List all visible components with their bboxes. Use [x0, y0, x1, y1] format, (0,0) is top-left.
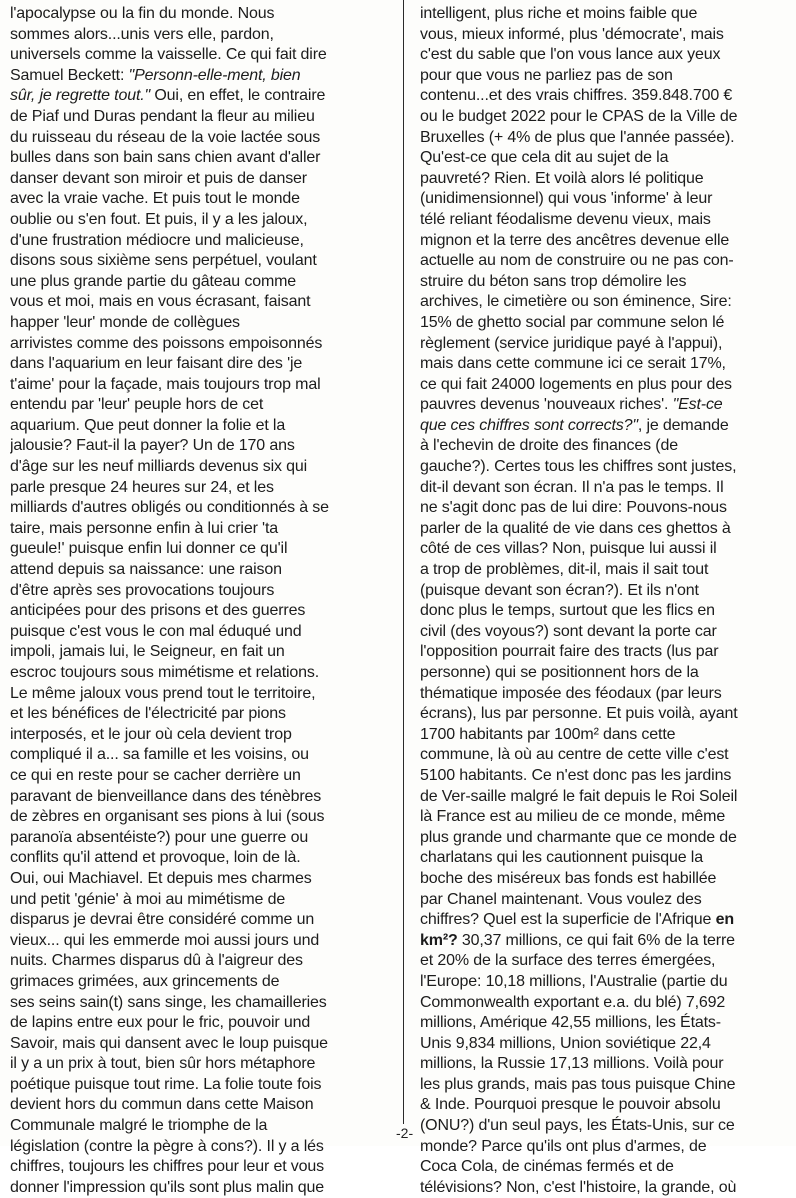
page-number: -2- — [396, 1125, 414, 1141]
text-line: plus grande und charmante que ce monde de — [420, 828, 737, 846]
text-line: contenu...et des vrais chiffres. 359.848.700 € — [420, 87, 733, 105]
text-line: et les bénéfices de l'électricité par pions — [10, 705, 286, 723]
text-line: donc plus le temps, surtout que les flics en — [420, 602, 715, 620]
text-line: a trop de problèmes, dit-il, mais il sait tout — [420, 561, 709, 579]
text-line: l'apocalypse ou la fin du monde. Nous — [10, 5, 275, 22]
text-line: monde? Parce qu'ils ont plus d'armes, de — [420, 1137, 707, 1155]
text-line: ou le budget 2022 pour le CPAS de la Ville de — [420, 107, 738, 125]
text-line: intelligent, plus riche et moins faible que — [420, 5, 698, 22]
text-line: und petit 'génie' à moi au mimétisme de — [10, 890, 286, 908]
text-run: Samuel Beckett: — [10, 66, 129, 84]
text-line: (ONU?) d'un seul pays, les États-Unis, sur ce — [420, 1117, 735, 1135]
text-line: millions, la Russie 17,13 millions. Voilà pour — [420, 1055, 724, 1073]
text-line: l'Europe: 10,18 millions, l'Australie (partie du — [420, 972, 728, 990]
text-line: Bruxelles (+ 4% de plus que l'année passée). — [420, 128, 735, 146]
text-line: paravant de bienveillance dans des ténèbres — [10, 787, 322, 805]
text-line: télé reliant féodalisme devenu vieux, mais — [420, 210, 711, 228]
text-line: poétique puisque tout rime. La folie toute fois — [10, 1075, 322, 1093]
text-line: les plus grands, mais pas tous puisque Chine — [420, 1075, 736, 1093]
text-line — [420, 395, 782, 416]
text-line: Communale malgré le triomphe de la — [10, 1117, 268, 1135]
text-line: d'âge sur les neuf milliards devenus six qui — [10, 458, 308, 476]
text-line: millions, Amérique 42,55 millions, les États- — [420, 1014, 721, 1032]
text-line: bulles dans son bain sans chien avant d'aller — [10, 149, 321, 167]
text-run: chiffres? Quel est la superficie de l'Afrique — [420, 911, 716, 929]
text-line: c'est du sable que l'on vous lance aux yeux — [420, 46, 721, 64]
italic-text: "Est-ce — [672, 396, 723, 414]
text-line — [420, 931, 782, 952]
text-line: du ruisseau du réseau de la voie lactée sous — [10, 128, 321, 146]
text-line: vieux... qui les emmerde moi aussi jours und — [10, 931, 320, 949]
text-line: interposés, et le jour où cela devient trop — [10, 725, 292, 743]
text-line: Oui, oui Machiavel. Et depuis mes charmes — [10, 869, 312, 887]
text-line: d'être après ses provocations toujours — [10, 581, 275, 599]
text-run: pauvres devenus 'nouveaux riches'. — [420, 396, 673, 414]
text-line: Savoir, mais qui dansent avec le loup puisque — [10, 1034, 328, 1052]
text-line: entendu par 'leur' peuple hors de cet — [10, 396, 264, 414]
text-line — [420, 910, 782, 931]
text-line: vous et moi, mais en vous écrasant, faisant — [10, 293, 311, 311]
text-line: grimaces grimées, aux grincements de — [10, 972, 280, 990]
italic-text: sûr, je regrette tout." — [10, 87, 151, 105]
text-line: jalousie? Faut-il la payer? Un de 170 ans — [10, 437, 295, 455]
text-line: vous, mieux informé, plus 'démocrate', mais — [420, 25, 724, 43]
text-line: de lapins entre eux pour le fric, pouvoir und — [10, 1014, 311, 1032]
text-line: 15% de ghetto social par commune selon lé — [420, 313, 725, 331]
text-line: dit-il devant son écran. Il n'a pas le temps. Il — [420, 478, 724, 496]
text-line: attend depuis sa naissance: une raison — [10, 561, 282, 579]
text-line: une plus grande partie du gâteau comme — [10, 272, 297, 290]
text-line: compliqué il a... sa famille et les voisins, ou — [10, 746, 309, 764]
text-line: (puisque devant son écran?). Et ils n'ont — [420, 581, 699, 599]
text-line: t'aime' pour la façade, mais toujours trop mal — [10, 375, 321, 393]
text-line: de Ver-saille malgré le fait depuis le Roi Soleil — [420, 787, 738, 805]
bold-text: en — [715, 911, 734, 929]
text-line: de zèbres en organisant ses pions à lui (sous — [10, 808, 325, 826]
text-line: universels comme la vaisselle. Ce qui fait dire — [10, 46, 327, 64]
text-line: mignon et la terre des ancêtres devenue elle — [420, 231, 730, 249]
text-line: parler de la qualité de vie dans ces ghettos à — [420, 519, 731, 537]
text-line: danser devant son miroir et puis de danser — [10, 169, 307, 187]
text-line: pauvreté? Rien. Et voilà alors lé politique — [420, 169, 704, 187]
text-line: charlatans qui les cautionnent puisque la — [420, 849, 703, 867]
text-line: dans l'aquarium en leur faisant dire des 'je — [10, 355, 303, 373]
text-line: puisque c'est vous le con mal éduqué und — [10, 622, 302, 640]
text-line: l'opposition pourrait faire des tracts (lus par — [420, 643, 719, 661]
text-line: struire du béton sans trop démolire les — [420, 272, 687, 290]
text-line: boche des miséreux bas fonds est habillée — [420, 869, 717, 887]
text-line: côté de ces villas? Non, puisque lui aussi il — [420, 540, 717, 558]
text-line: paranoïa absentéiste?) pour une guerre ou — [10, 828, 309, 846]
text-line: disons sous sixième sens perpétuel, voulant — [10, 252, 317, 270]
italic-text: "Personn-elle-ment, bien — [128, 66, 301, 84]
text-line: pour que vous ne parliez pas de son — [420, 66, 673, 84]
text-line: mais dans cette commune ici ce serait 17%, — [420, 355, 726, 373]
text-line — [10, 86, 380, 107]
text-line: gueule!' puisque enfin lui donner ce qu'il — [10, 540, 288, 558]
text-line: sommes alors...unis vers elle, pardon, — [10, 25, 274, 43]
text-line: par Chanel maintenant. Vous voulez des — [420, 890, 702, 908]
left-text-column — [10, 4, 380, 1198]
text-line: Le même jaloux vous prend tout le territoire, — [10, 684, 316, 702]
text-line: civil (des voyous?) sont devant la porte car — [420, 622, 717, 640]
text-line — [420, 416, 782, 437]
text-line: happer 'leur' monde de collègues — [10, 313, 240, 331]
text-line: gauche?). Certes tous les chiffres sont justes, — [420, 458, 737, 476]
text-line: ses seins sain(t) sans singe, les chamailleries — [10, 993, 327, 1011]
text-line: ne s'agit donc pas de lui dire: Pouvons-nous — [420, 499, 727, 517]
text-run: , je demande — [637, 416, 729, 434]
text-line: aquarium. Que peut donner la folie et la — [10, 416, 286, 434]
text-run: 30,37 millions, ce qui fait 6% de la terre — [457, 931, 735, 949]
italic-text: que ces chiffres sont corrects?" — [420, 416, 638, 434]
text-line: 1700 habitants par 100m² dans cette — [420, 725, 676, 743]
text-line: disparus je devrai être considéré comme un — [10, 911, 315, 929]
text-line: Coca Cola, de cinémas fermés et de — [420, 1158, 674, 1176]
text-line: législation (contre la pègre à cons?). Il y a lés — [10, 1137, 324, 1155]
text-line: milliards d'autres obligés ou conditionnés à se — [10, 499, 329, 517]
text-line: commune, là où au centre de cette ville c'est — [420, 746, 729, 764]
text-run: Oui, en effet, le contraire — [150, 87, 326, 105]
text-line: à l'echevin de droite des finances (de — [420, 437, 678, 455]
text-line: là France est au milieu de ce monde, même — [420, 808, 726, 826]
text-line: devient hors du commun dans cette Maison — [10, 1096, 314, 1114]
text-line: (unidimensionnel) qui vous 'informe' à leur — [420, 190, 713, 208]
text-line: nuits. Charmes disparus dû à l'aigreur des — [10, 952, 303, 970]
text-line — [10, 66, 380, 87]
column-divider — [403, 0, 404, 1124]
text-line: taire, mais personne enfin à lui crier 'ta — [10, 519, 278, 537]
text-line: impoli, jamais lui, le Seigneur, en fait un — [10, 643, 285, 661]
text-line: d'une frustration médiocre und malicieuse, — [10, 231, 304, 249]
text-line: oublie ou s'en fout. Et puis, il y a les jaloux, — [10, 210, 308, 228]
text-line: parle presque 24 heures sur 24, et les — [10, 478, 274, 496]
text-line: arrivistes comme des poissons empoisonnés — [10, 334, 323, 352]
text-line: de Piaf und Duras pendant la fleur au milieu — [10, 107, 315, 125]
text-line: actuelle au nom de construire ou ne pas con- — [420, 252, 734, 270]
text-line: escroc toujours sous mimétisme et relations. — [10, 664, 320, 681]
text-line: 5100 habitants. Ce n'est donc pas les jardins — [420, 766, 732, 784]
text-line: écrans), lus par personne. Et puis voilà, ayant — [420, 705, 738, 723]
text-line: Commonwealth exportant e.a. du blé) 7,692 — [420, 993, 726, 1011]
text-line: conflits qu'il attend et provoque, loin de là. — [10, 849, 301, 867]
text-line: règlement (service juridique payé à l'appui), — [420, 334, 723, 352]
text-line: télévisions? Non, c'est l'histoire, la grande, où — [420, 1178, 737, 1196]
text-line: anticipées pour des prisons et des guerres — [10, 602, 306, 620]
text-line: thématique imposée des féodaux (par leurs — [420, 684, 722, 702]
text-line: il y a un prix à tout, bien sûr hors métaphore — [10, 1055, 316, 1073]
text-line: chiffres, toujours les chiffres pour leur et vous — [10, 1158, 324, 1176]
bold-text: km²? — [420, 931, 458, 949]
text-line: archives, le cimetière ou son éminence, Sire: — [420, 293, 732, 311]
text-line: ce qui fait 24000 logements en plus pour des — [420, 375, 732, 393]
text-line: personne) qui se positionnent hors de la — [420, 664, 699, 681]
text-line: avec la vraie vache. Et puis tout le monde — [10, 190, 300, 208]
right-text-column — [420, 4, 782, 1198]
text-line: ce qui en reste pour se cacher derrière un — [10, 766, 301, 784]
text-line: donner l'impression qu'ils sont plus malin que — [10, 1178, 325, 1196]
text-line: Qu'est-ce que cela dit au sujet de la — [420, 149, 669, 167]
text-line: & Inde. Pourquoi presque le pouvoir absolu — [420, 1096, 721, 1114]
text-line: Unis 9,834 millions, Union soviétique 22,4 — [420, 1034, 711, 1052]
text-line: et 20% de la surface des terres émergées, — [420, 952, 716, 970]
